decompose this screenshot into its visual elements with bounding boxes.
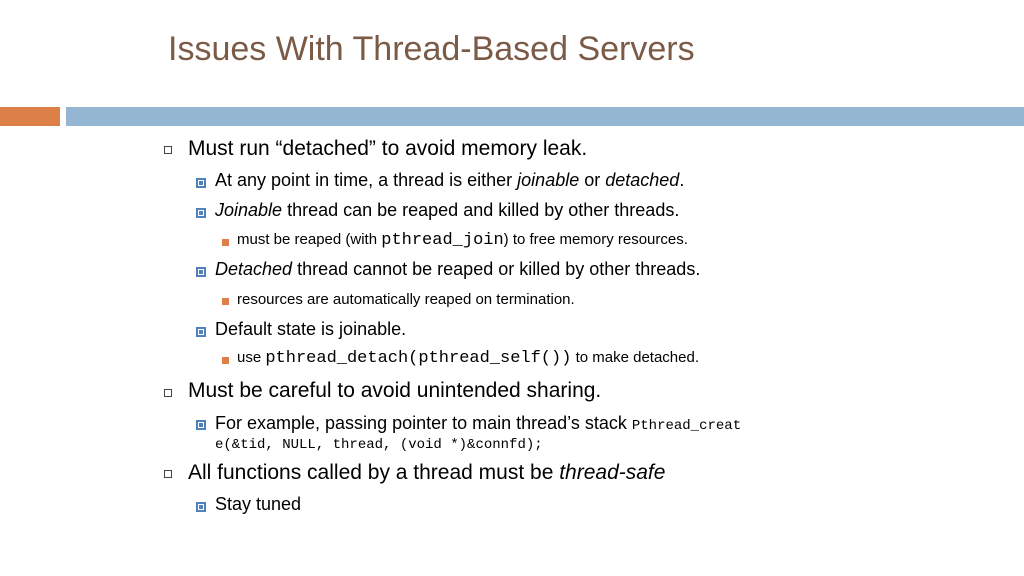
- bullet-2-mid: or: [579, 170, 606, 190]
- level1-bullet-icon: [164, 470, 172, 478]
- bullet-10-code-1: Pthread_creat: [631, 418, 742, 434]
- bullet-3-post: thread can be reaped and killed by other threads.: [282, 200, 680, 220]
- bullet-5-em: Detached: [215, 259, 293, 279]
- bullet-6-text: resources are automatically reaped on termination.: [237, 291, 575, 308]
- bullet-4-code: pthread_join: [381, 231, 504, 250]
- bullet-5-post: thread cannot be reaped or killed by other threads.: [292, 259, 701, 279]
- bullet-5: [215, 259, 700, 280]
- level2-bullet-icon: [196, 267, 206, 277]
- bullet-9-text: Must be careful to avoid unintended sharing.: [188, 379, 602, 402]
- bullet-2-em2: detached: [605, 170, 680, 190]
- bullet-11-em: thread-safe: [559, 461, 666, 484]
- bullet-12: [215, 494, 301, 515]
- level1-bullet-icon: [164, 389, 172, 397]
- bullet-3-em: Joinable: [215, 200, 283, 220]
- bullet-2-pre: At any point in time, a thread is either: [215, 170, 518, 190]
- level2-bullet-icon: [196, 502, 206, 512]
- bullet-12-text: Stay tuned: [215, 494, 302, 514]
- bullet-7: [215, 319, 406, 340]
- bullet-2-em1: joinable: [517, 170, 580, 190]
- bullet-3: [215, 200, 679, 221]
- level3-bullet-icon: [222, 357, 229, 364]
- level2-bullet-icon: [196, 178, 206, 188]
- level3-bullet-icon: [222, 298, 229, 305]
- bullet-10-code-2: e(&tid, NULL, thread, (void *)&connfd);: [215, 437, 543, 453]
- bullet-8-pre: use: [237, 349, 266, 366]
- bullet-6: [237, 291, 575, 308]
- slide-title: Issues With Thread-Based Servers: [168, 30, 695, 68]
- bullet-4-pre: must be reaped (with: [237, 231, 382, 248]
- level1-bullet-icon: [164, 146, 172, 154]
- bullet-1: [188, 137, 587, 161]
- bullet-11-pre: All functions called by a thread must be: [188, 461, 560, 484]
- bullet-1-text: Must run “detached” to avoid memory leak.: [188, 137, 588, 160]
- bullet-2-post: .: [679, 170, 685, 190]
- bullet-2: [215, 170, 684, 191]
- bullet-8-code: pthread_detach(pthread_self()): [265, 349, 572, 368]
- bullet-4: [237, 231, 688, 250]
- bullet-10: [215, 413, 741, 434]
- level2-bullet-icon: [196, 327, 206, 337]
- level2-bullet-icon: [196, 208, 206, 218]
- bullet-8-post: to make detached.: [571, 349, 700, 366]
- level3-bullet-icon: [222, 239, 229, 246]
- bullet-9: [188, 379, 601, 403]
- bullet-4-post: ) to free memory resources.: [503, 231, 688, 248]
- bullet-10-pre: For example, passing pointer to main thread’s stack: [215, 413, 632, 433]
- bullet-7-text: Default state is joinable.: [215, 319, 407, 339]
- bullet-8: [237, 349, 699, 368]
- level2-bullet-icon: [196, 420, 206, 430]
- bullet-11: [188, 461, 665, 485]
